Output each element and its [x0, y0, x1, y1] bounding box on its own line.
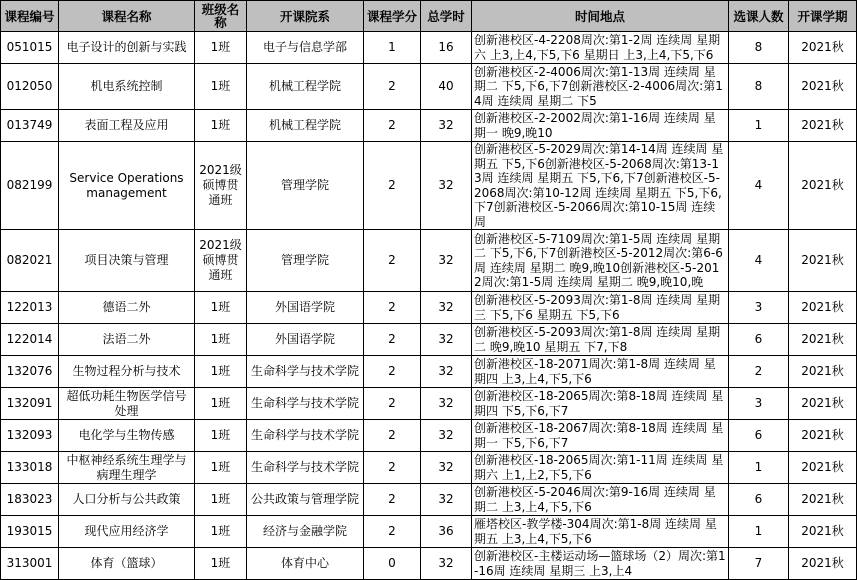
department: 外国语学院 [247, 292, 364, 324]
time-place: 创新港校区-5-2093周次:第1-8周 连续周 星期二 晚9,晚10 星期五 下7,下8 [472, 324, 729, 356]
department: 电子与信息学部 [247, 32, 364, 64]
term: 2021秋 [789, 142, 857, 230]
header-row [1, 1, 857, 32]
time-place: 雁塔校区-教学楼-304周次:第1-8周 连续周 星期五 上3,上4,下5,下6 [472, 516, 729, 548]
hours: 32 [421, 388, 472, 420]
header-class: 班级名称 [195, 1, 247, 32]
class-name: 1班 [195, 356, 247, 388]
table-row [1, 324, 857, 356]
credit: 2 [364, 452, 421, 484]
course-name: 德语二外 [59, 292, 195, 324]
time-place: 创新港校区-2-2002周次:第1-16周 连续周 星期一 晚9,晚10 [472, 110, 729, 142]
header-term: 开课学期 [789, 1, 857, 32]
department: 公共政策与管理学院 [247, 484, 364, 516]
credit: 2 [364, 516, 421, 548]
course-code: 082021 [1, 230, 59, 292]
hours: 32 [421, 420, 472, 452]
course-name: Service Operations management [59, 142, 195, 230]
class-name: 1班 [195, 452, 247, 484]
term: 2021秋 [789, 548, 857, 580]
term: 2021秋 [789, 292, 857, 324]
class-name: 1班 [195, 548, 247, 580]
hours: 32 [421, 356, 472, 388]
table-row [1, 420, 857, 452]
class-name: 1班 [195, 64, 247, 110]
time-place: 创新港校区-18-2067周次:第8-18周 连续周 星期一 下5,下6,下7 [472, 420, 729, 452]
credit: 2 [364, 142, 421, 230]
enrollment-count: 3 [729, 388, 789, 420]
hours: 40 [421, 64, 472, 110]
time-place: 创新港校区-5-2029周次:第14-14周 连续周 星期五 下5,下6创新港校区-5-2068周次:第13-13周 连续周 星期五 下5,下6,下7创新港校区-5-2068周次:第10-12周 连续周 星期五 下5,下6,下7创新港校区-5-2066周次:第10-15周 连续周 [472, 142, 729, 230]
department: 生命科学与技术学院 [247, 420, 364, 452]
term: 2021秋 [789, 356, 857, 388]
credit: 2 [364, 110, 421, 142]
time-place: 创新港校区-2-4006周次:第1-13周 连续周 星期二 下5,下6,下7创新港校区-2-4006周次:第14周 连续周 星期二 下5 [472, 64, 729, 110]
enrollment-count: 6 [729, 324, 789, 356]
course-code: 132091 [1, 388, 59, 420]
course-name: 超低功耗生物医学信号处理 [59, 388, 195, 420]
course-code: 313001 [1, 548, 59, 580]
hours: 32 [421, 110, 472, 142]
department: 机械工程学院 [247, 110, 364, 142]
time-place: 创新港校区-18-2071周次:第1-8周 连续周 星期四 上3,上4,下5,下6 [472, 356, 729, 388]
class-name: 1班 [195, 324, 247, 356]
course-name: 生物过程分析与技术 [59, 356, 195, 388]
class-name: 1班 [195, 484, 247, 516]
credit: 2 [364, 420, 421, 452]
course-code: 013749 [1, 110, 59, 142]
table-row [1, 516, 857, 548]
time-place: 创新港校区-主楼运动场—篮球场（2）周次:第1-16周 连续周 星期三 上3,上4 [472, 548, 729, 580]
course-name: 现代应用经济学 [59, 516, 195, 548]
term: 2021秋 [789, 484, 857, 516]
course-name: 法语二外 [59, 324, 195, 356]
credit: 2 [364, 356, 421, 388]
course-code: 122014 [1, 324, 59, 356]
class-name: 2021级硕博贯通班 [195, 142, 247, 230]
department: 管理学院 [247, 230, 364, 292]
table-row [1, 356, 857, 388]
enrollment-count: 2 [729, 356, 789, 388]
class-name: 2021级硕博贯通班 [195, 230, 247, 292]
department: 管理学院 [247, 142, 364, 230]
term: 2021秋 [789, 110, 857, 142]
course-name: 人口分析与公共政策 [59, 484, 195, 516]
hours: 32 [421, 292, 472, 324]
class-name: 1班 [195, 32, 247, 64]
term: 2021秋 [789, 32, 857, 64]
enrollment-count: 8 [729, 32, 789, 64]
term: 2021秋 [789, 420, 857, 452]
course-code: 193015 [1, 516, 59, 548]
credit: 2 [364, 230, 421, 292]
time-place: 创新港校区-18-2065周次:第1-11周 连续周 星期六 上1,上2,下5,下6 [472, 452, 729, 484]
course-name: 机电系统控制 [59, 64, 195, 110]
enrollment-count: 6 [729, 484, 789, 516]
hours: 16 [421, 32, 472, 64]
credit: 2 [364, 324, 421, 356]
time-place: 创新港校区-4-2208周次:第1-2周 连续周 星期六 上3,上4,下5,下6 星期日 上3,上4,下5,下6 [472, 32, 729, 64]
course-name: 电化学与生物传感 [59, 420, 195, 452]
hours: 36 [421, 516, 472, 548]
enrollment-count: 4 [729, 142, 789, 230]
department: 生命科学与技术学院 [247, 388, 364, 420]
header-count: 选课人数 [729, 1, 789, 32]
header-time: 时间地点 [472, 1, 729, 32]
department: 机械工程学院 [247, 64, 364, 110]
department: 生命科学与技术学院 [247, 452, 364, 484]
course-name: 电子设计的创新与实践 [59, 32, 195, 64]
course-code: 132076 [1, 356, 59, 388]
header-dept: 开课院系 [247, 1, 364, 32]
course-name: 体育（篮球） [59, 548, 195, 580]
department: 经济与金融学院 [247, 516, 364, 548]
course-name: 中枢神经系统生理学与病理生理学 [59, 452, 195, 484]
term: 2021秋 [789, 324, 857, 356]
term: 2021秋 [789, 230, 857, 292]
course-name: 表面工程及应用 [59, 110, 195, 142]
credit: 2 [364, 388, 421, 420]
enrollment-count: 4 [729, 230, 789, 292]
department: 生命科学与技术学院 [247, 356, 364, 388]
department: 外国语学院 [247, 324, 364, 356]
hours: 32 [421, 548, 472, 580]
table-row [1, 110, 857, 142]
credit: 2 [364, 64, 421, 110]
course-code: 133018 [1, 452, 59, 484]
course-code: 082199 [1, 142, 59, 230]
table-row [1, 548, 857, 580]
course-code: 132093 [1, 420, 59, 452]
time-place: 创新港校区-5-2046周次:第9-16周 连续周 星期二 上3,上4,下5,下6 [472, 484, 729, 516]
hours: 32 [421, 142, 472, 230]
table-row [1, 32, 857, 64]
term: 2021秋 [789, 516, 857, 548]
course-code: 183023 [1, 484, 59, 516]
table-row [1, 388, 857, 420]
table-row [1, 484, 857, 516]
table-row [1, 230, 857, 292]
class-name: 1班 [195, 292, 247, 324]
term: 2021秋 [789, 64, 857, 110]
hours: 32 [421, 230, 472, 292]
enrollment-count: 1 [729, 110, 789, 142]
hours: 32 [421, 452, 472, 484]
table-row [1, 64, 857, 110]
department: 体育中心 [247, 548, 364, 580]
course-name: 项目决策与管理 [59, 230, 195, 292]
enrollment-count: 8 [729, 64, 789, 110]
header-credit: 课程学分 [364, 1, 421, 32]
credit: 2 [364, 484, 421, 516]
term: 2021秋 [789, 452, 857, 484]
hours: 32 [421, 484, 472, 516]
enrollment-count: 1 [729, 452, 789, 484]
credit: 2 [364, 292, 421, 324]
enrollment-count: 3 [729, 292, 789, 324]
credit: 1 [364, 32, 421, 64]
header-hours: 总学时 [421, 1, 472, 32]
credit: 0 [364, 548, 421, 580]
enrollment-count: 7 [729, 548, 789, 580]
course-code: 122013 [1, 292, 59, 324]
table-row [1, 142, 857, 230]
time-place: 创新港校区-18-2065周次:第8-18周 连续周 星期四 下5,下6,下7 [472, 388, 729, 420]
time-place: 创新港校区-5-2093周次:第1-8周 连续周 星期三 下5,下6 星期五 下5,下6 [472, 292, 729, 324]
time-place: 创新港校区-5-7109周次:第1-5周 连续周 星期二 下5,下6,下7创新港校区-5-2012周次:第6-6周 连续周 星期二 晚9,晚10创新港校区-5-2012周次:第1-5周 连续周 星期二 晚9,晚10,晚 [472, 230, 729, 292]
hours: 32 [421, 324, 472, 356]
header-name: 课程名称 [59, 1, 195, 32]
class-name: 1班 [195, 420, 247, 452]
enrollment-count: 6 [729, 420, 789, 452]
enrollment-count: 1 [729, 516, 789, 548]
class-name: 1班 [195, 388, 247, 420]
header-code: 课程编号 [1, 1, 59, 32]
course-code: 051015 [1, 32, 59, 64]
course-code: 012050 [1, 64, 59, 110]
term: 2021秋 [789, 388, 857, 420]
class-name: 1班 [195, 516, 247, 548]
table-row [1, 292, 857, 324]
class-name: 1班 [195, 110, 247, 142]
table-row [1, 452, 857, 484]
